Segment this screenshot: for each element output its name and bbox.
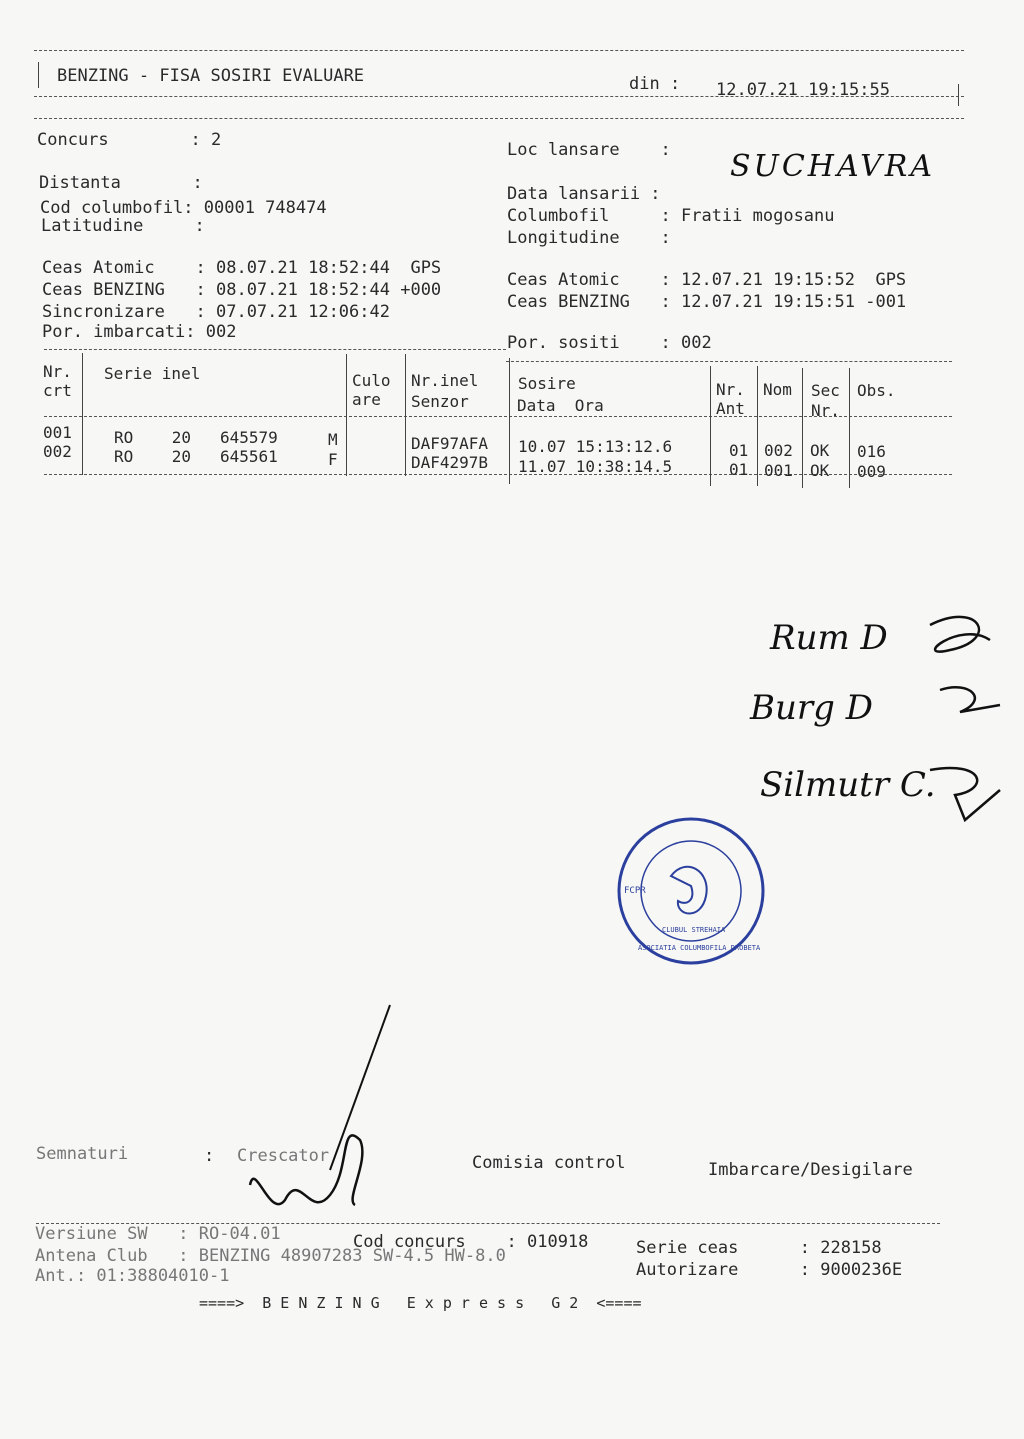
- row-sex: M: [328, 430, 338, 449]
- club-stamp: [616, 816, 766, 966]
- semnaturi-label: Semnaturi: [36, 1144, 129, 1164]
- header-obs: Obs.: [857, 381, 896, 400]
- header-culoare-2: are: [352, 390, 381, 409]
- row-serie: RO 20 645561: [114, 447, 278, 466]
- row-senzor: DAF4297B: [411, 453, 489, 472]
- ceas-atomic-start: Ceas Atomic : 08.07.21 18:52:44 GPS: [42, 258, 442, 278]
- row-sosire: 10.07 15:13:12.6: [518, 437, 673, 456]
- stamp-outer-text: ASOCIATIA COLUMBOFILA DROBETA: [638, 944, 761, 952]
- header-sec-nr: Nr.: [811, 401, 840, 420]
- header-sosire: Sosire: [518, 374, 576, 393]
- din-label: din :: [629, 74, 681, 94]
- header-crt: crt: [43, 381, 72, 400]
- row-nr: 001: [43, 423, 72, 442]
- concurs-field: Concurs : 2: [37, 130, 222, 150]
- longitudine-field: Longitudine :: [507, 228, 671, 248]
- cod-concurs: Cod concurs : 010918: [353, 1232, 589, 1252]
- document-title: BENZING - FISA SOSIRI EVALUARE: [57, 66, 365, 86]
- row-sex: F: [328, 450, 338, 469]
- distanta-field: Distanta :: [39, 173, 203, 193]
- imbarcare-label: Imbarcare/Desigilare: [708, 1160, 913, 1180]
- loc-lansare-field: Loc lansare :: [507, 140, 671, 160]
- row-sosire: 11.07 10:38:14.5: [518, 457, 673, 476]
- signature-rum: Rum D: [770, 618, 888, 658]
- signature-burg: Burg D: [750, 688, 873, 728]
- versiune-sw: Versiune SW : RO-04.01: [35, 1224, 281, 1244]
- row-sec: OK: [810, 461, 830, 480]
- por-imbarcati-field: Por. imbarcati: 002: [42, 322, 237, 342]
- cod-columbofil-field: Cod columbofil: 00001 748474: [40, 198, 327, 218]
- din-value: 12.07.21 19:15:55: [716, 80, 890, 100]
- header-serie-inel: Serie inel: [104, 364, 201, 383]
- header-culoare-1: Culo: [352, 371, 391, 390]
- header-nr-ant: Nr.: [716, 380, 745, 399]
- header-senzor: Senzor: [411, 392, 469, 411]
- semnaturi-separator: :: [204, 1146, 215, 1166]
- antena-club: Antena Club : BENZING 48907283 SW-4.5 HW-8.0: [35, 1246, 506, 1266]
- crescator-label: Crescator: [237, 1146, 330, 1166]
- ceas-benzing-start: Ceas BENZING : 08.07.21 18:52:44 +000: [42, 280, 442, 300]
- ceas-benzing-end: Ceas BENZING : 12.07.21 19:15:51 -001: [507, 292, 907, 312]
- benzing-express: ====> B E N Z I N G E x p r e s s G 2 <====: [199, 1294, 642, 1312]
- header-nom: Nom: [763, 380, 792, 399]
- row-ant: 01: [729, 460, 749, 479]
- serie-ceas: Serie ceas : 228158: [636, 1238, 882, 1258]
- row-nom: 001: [764, 461, 793, 480]
- signature-silmutr: Silmutr C.: [760, 765, 936, 805]
- row-serie: RO 20 645579: [114, 428, 278, 447]
- comisia-control-label: Comisia control: [472, 1153, 626, 1173]
- columbofil-field: Columbofil : Fratii mogosanu: [507, 206, 835, 226]
- row-obs: 009: [857, 462, 886, 481]
- stamp-side-text: FCPR: [624, 886, 646, 896]
- latitudine-field: Latitudine :: [41, 216, 205, 236]
- ceas-atomic-end: Ceas Atomic : 12.07.21 19:15:52 GPS: [507, 270, 907, 290]
- row-ant: 01: [729, 441, 749, 460]
- header-nr-inel: Nr.inel: [411, 371, 479, 390]
- header-data-ora: Data Ora: [517, 396, 604, 415]
- autorizare: Autorizare : 9000236E: [636, 1260, 903, 1280]
- header-ant: Ant: [716, 399, 745, 418]
- stamp-inner-text: CLUBUL STREHAIA: [662, 926, 726, 934]
- loc-lansare-handwritten: SUCHAVRA: [730, 149, 936, 184]
- row-sec: OK: [810, 441, 830, 460]
- row-nr: 002: [43, 442, 72, 461]
- row-senzor: DAF97AFA: [411, 434, 489, 453]
- row-nom: 002: [764, 441, 793, 460]
- ant-field: Ant.: 01:38804010-1: [35, 1266, 230, 1286]
- row-obs: 016: [857, 442, 886, 461]
- sincronizare-field: Sincronizare : 07.07.21 12:06:42: [42, 302, 390, 322]
- header-nr: Nr.: [43, 362, 72, 381]
- header-sec: Sec: [811, 381, 840, 400]
- por-sositi-field: Por. sositi : 002: [507, 333, 712, 353]
- data-lansarii-field: Data lansarii :: [507, 184, 661, 204]
